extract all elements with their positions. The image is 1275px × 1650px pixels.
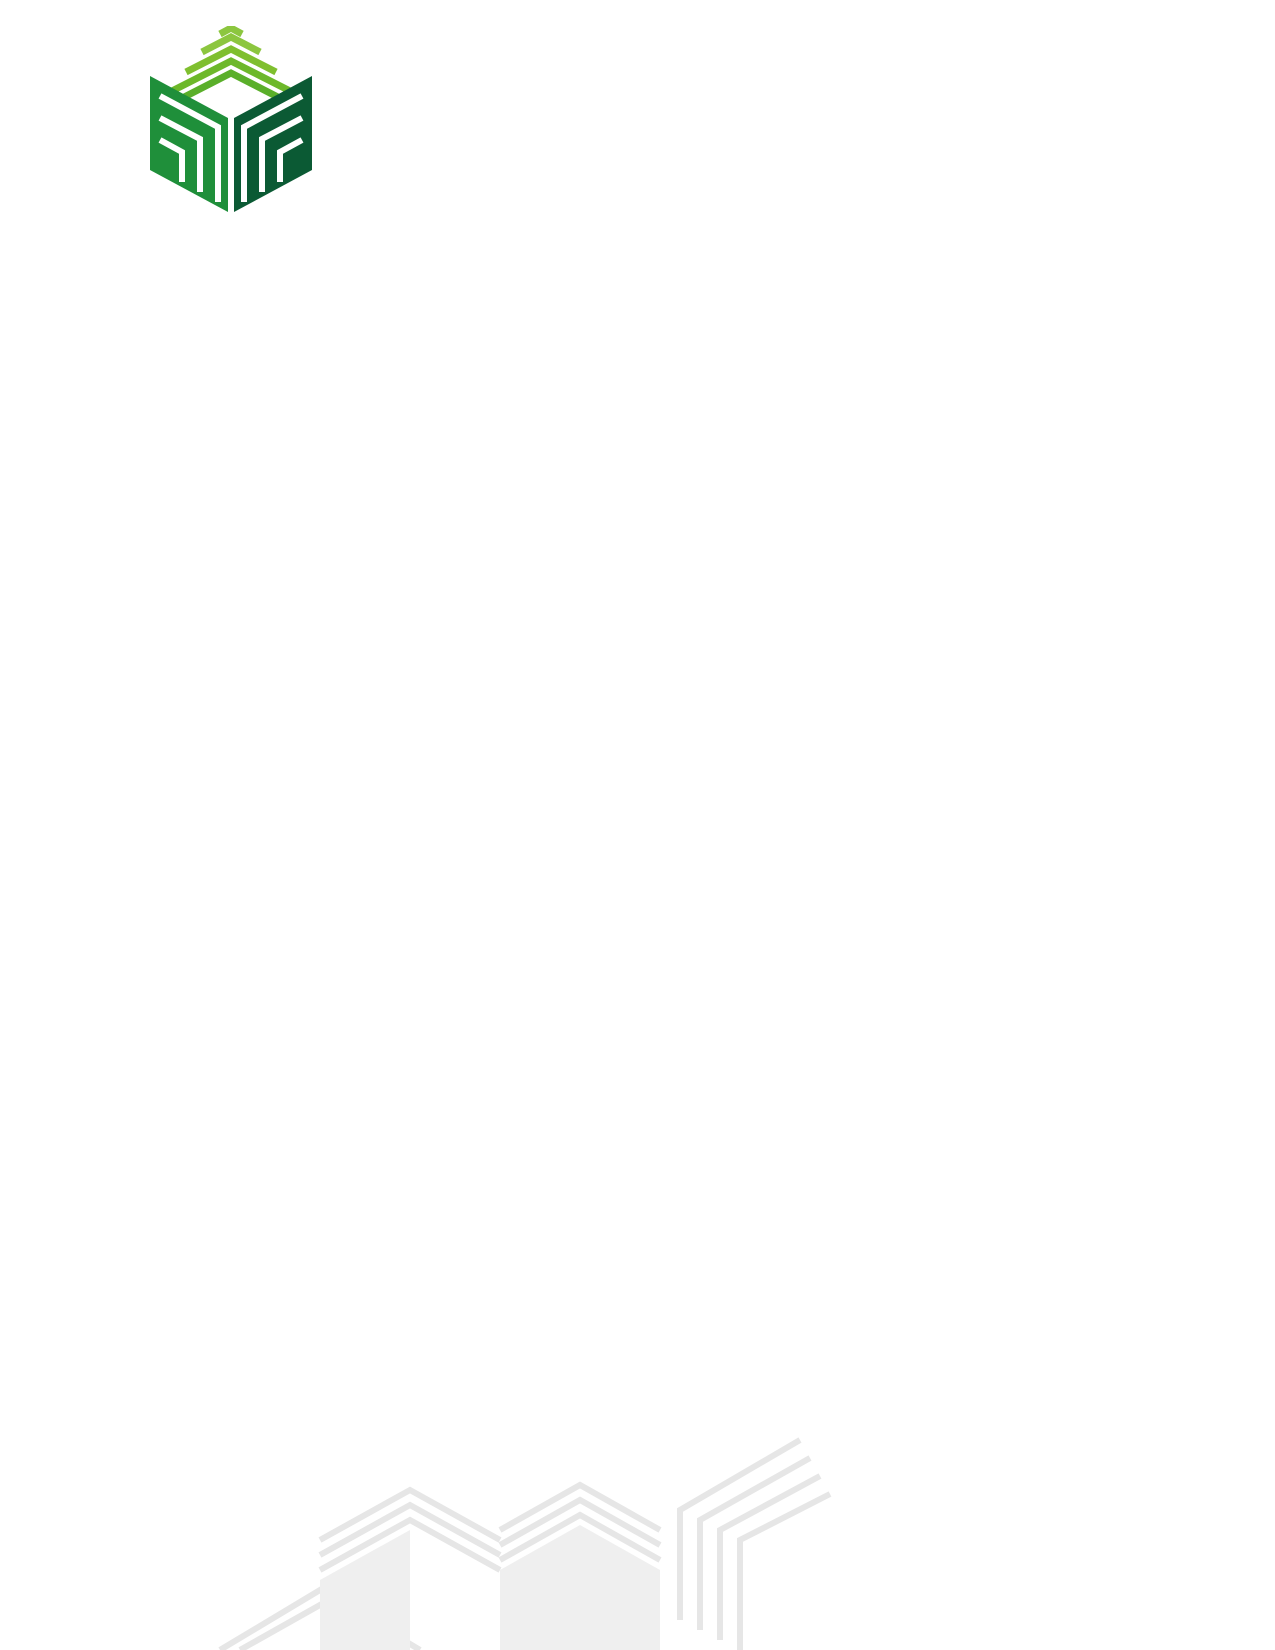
mas-logo — [909, 1440, 1059, 1495]
footer-decorative-cubes — [200, 1420, 900, 1650]
company-logo-cube — [150, 26, 312, 212]
